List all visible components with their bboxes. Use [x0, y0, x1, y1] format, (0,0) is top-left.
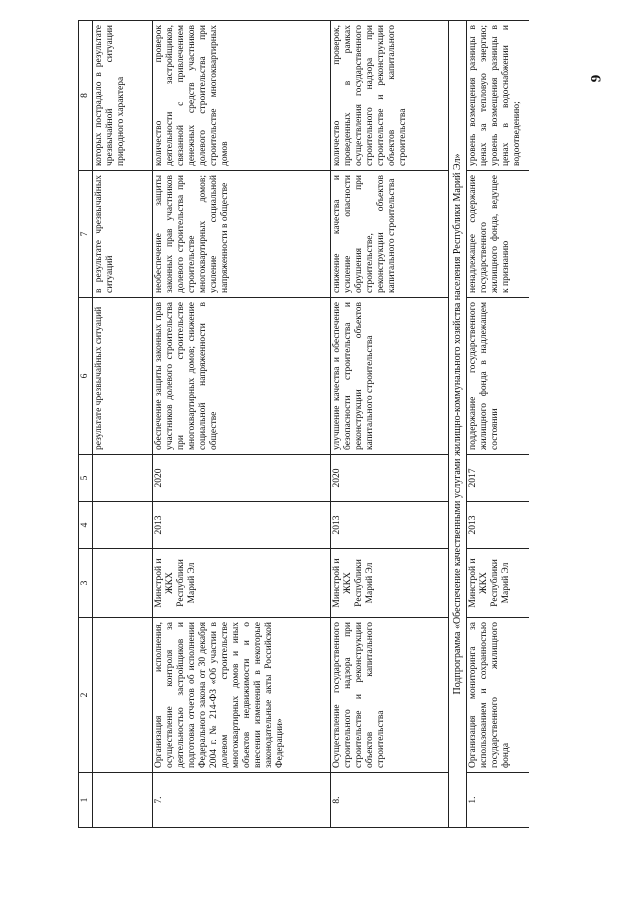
cell-expected-result: результате чрезвычайных ситуаций: [93, 298, 153, 455]
col-header: 5: [79, 455, 93, 502]
cell-number: 1.: [467, 773, 529, 828]
table-row: [153, 21, 331, 828]
col-header: 7: [79, 171, 93, 298]
rotated-table-page: [78, 25, 615, 828]
cell-expected-result: улучшение качества и обеспечение безопасности строительства и реконструкции объектов капитального строительства: [331, 298, 449, 455]
cell-indicator: количество проверок, проведенных в рамках осуществления государственного строительного надзора при строительстве и реконструкции объектов капитального строительства: [331, 21, 449, 171]
cell-indicator: количество проверок деятельности застройщиков, связанной с привлечением денежных средств участников долевого строительства при строительстве многоквартирных домов: [153, 21, 331, 171]
cell-end-year: 2020: [153, 455, 331, 502]
subprogram-row: [449, 21, 467, 828]
cell-start-year: 2013: [153, 502, 331, 549]
cell-measure: [93, 618, 153, 773]
col-header: 8: [79, 21, 93, 171]
cell-measure: Осуществление государственного строительного надзора при строительстве и реконструкции объектов капитального строительства: [331, 618, 449, 773]
cell-indicator: которых пострадало в результате чрезвычайной ситуации природного характера: [93, 21, 153, 171]
cell-executor: Минстрой и ЖКХ Республики Марий Эл: [153, 549, 331, 618]
cell-indicator: уровень возмещения разницы в ценах за тепловую энергию; уровень возмещения разницы в ценах в водоснабжении и водоотведению;: [467, 21, 529, 171]
cell-executor: Минстрой и ЖКХ Республики Марий Эл: [331, 549, 449, 618]
cell-measure: Организация мониторинга за использованием и сохранностью государственного жилищного фонда: [467, 618, 529, 773]
cell-consequences: необеспечение защиты законных прав участников долевого строительства при строительстве многоквартирных домов; усиление социальной напряженности в обществе: [153, 171, 331, 298]
col-header: 3: [79, 549, 93, 618]
table-row: [331, 21, 449, 828]
cell-number: [93, 773, 153, 828]
table-row: [467, 21, 529, 828]
cell-measure: Организация исполнения, осуществление контроля за деятельностью застройщиков и подготовка отчетов об исполнении Федерального закона от 30 декабря 2004 г. № 214-ФЗ «Об участии в долевом строительстве многоквартирных домов и иных объектов недвижимости и о внесении изменений в некоторые законодательные акты Российской Федерации»: [153, 618, 331, 773]
cell-consequences: в результате чрезвычайных ситуаций: [93, 171, 153, 298]
cell-number: 8.: [331, 773, 449, 828]
cell-end-year: 2020: [331, 455, 449, 502]
cell-consequences: снижение качества и усиление опасности обрушения при строительстве, реконструкции объектов капитального строительства: [331, 171, 449, 298]
col-header: 4: [79, 502, 93, 549]
cell-executor: [93, 549, 153, 618]
col-header: 1: [79, 773, 93, 828]
cell-executor: Минстрой и ЖКХ Республики Марий Эл: [467, 549, 529, 618]
cell-start-year: 2013: [467, 502, 529, 549]
cell-expected-result: обеспечение защиты законных прав участников долевого строительства при строительстве многоквартирных домов; снижение социальной напряженности в обществе: [153, 298, 331, 455]
cell-end-year: 2017: [467, 455, 529, 502]
cell-expected-result: поддержание государственного жилищного фонда в надлежащем состоянии: [467, 298, 529, 455]
cell-end-year: [93, 455, 153, 502]
cell-start-year: [93, 502, 153, 549]
page-number: 9: [588, 74, 605, 83]
measures-table: [78, 20, 529, 828]
col-header: 2: [79, 618, 93, 773]
col-header: 6: [79, 298, 93, 455]
subprogram-title: Подпрограмма «Обеспечение качественными услугами жилищно-коммунального хозяйства населения Республики Марий Эл»: [449, 21, 467, 828]
header-row: [79, 21, 93, 828]
cell-start-year: 2013: [331, 502, 449, 549]
cell-number: 7.: [153, 773, 331, 828]
table-row: [93, 21, 153, 828]
cell-consequences: ненадлежащее содержание государственного жилищного фонда, ведущее к признанию: [467, 171, 529, 298]
